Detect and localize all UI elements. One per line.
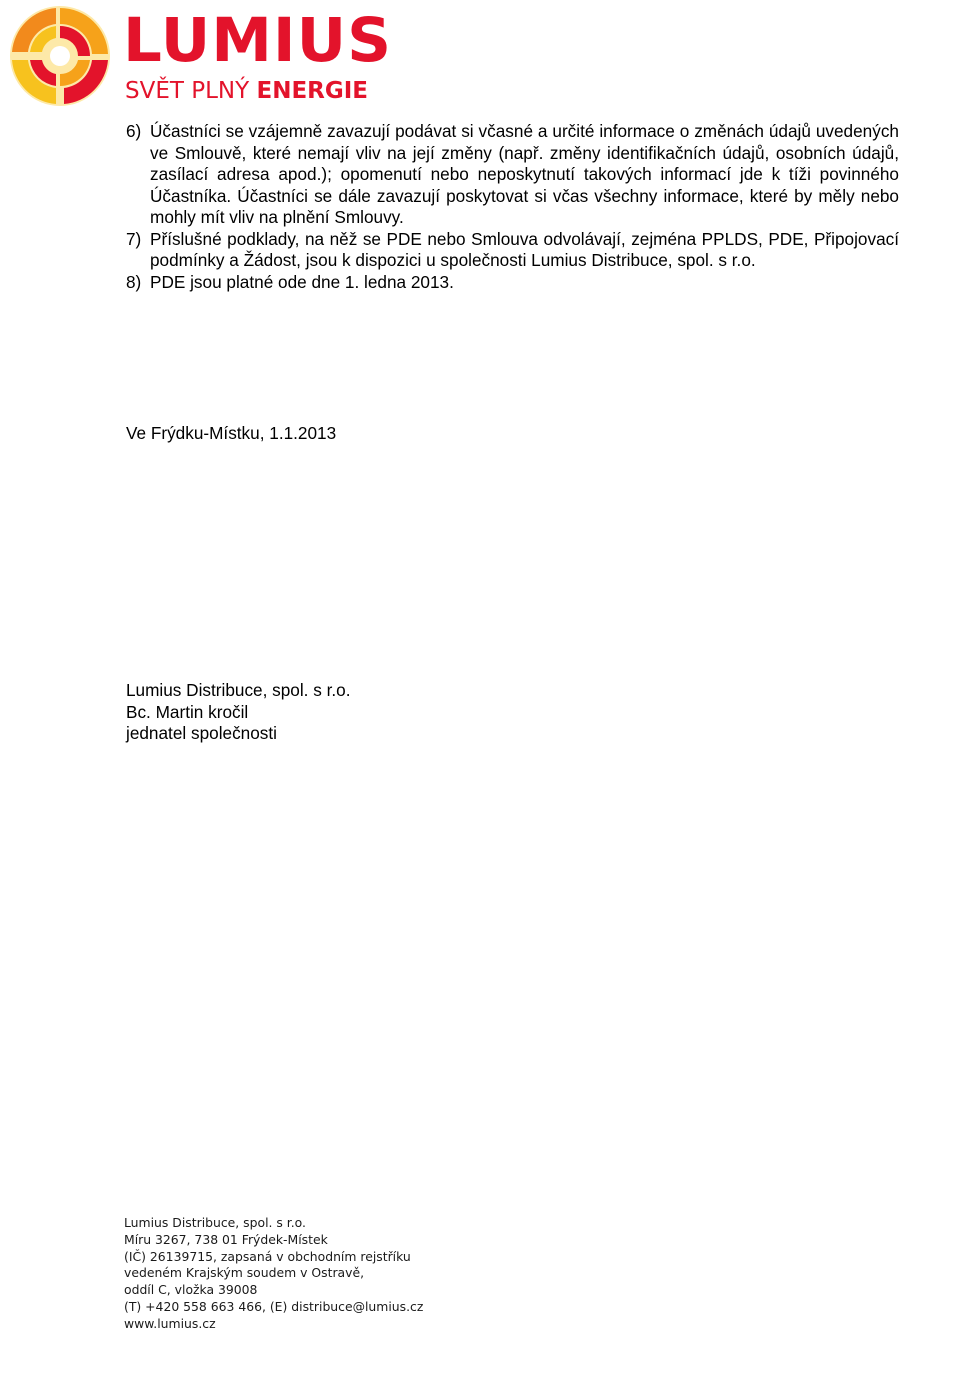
list-item-number: 8) — [126, 271, 142, 292]
list-item-text: PDE jsou platné ode dne 1. ledna 2013. — [150, 271, 454, 292]
signature-block — [126, 680, 350, 745]
footer-address: Míru 3267, 738 01 Frýdek-Místek — [124, 1231, 328, 1247]
list-item — [126, 229, 899, 272]
place-and-date: Ve Frýdku-Místku, 1.1.2013 — [126, 423, 337, 443]
footer-website: www.lumius.cz — [124, 1315, 216, 1331]
logo-tagline — [125, 80, 368, 103]
sun-swirl-icon — [6, 4, 114, 108]
list-item — [126, 121, 899, 229]
footer-company-name: Lumius Distribuce, spol. s r.o. — [124, 1215, 306, 1230]
list-item-text: Účastníci se vzájemně zavazují podávat si včasné a určité informace o změnách údajů uvedených ve Smlouvě, které nemají vliv na její změny (např. změny identifikačních údajů, osobních údajů, zasílací adresa apod.); opomenutí nebo neposkytnutí takových informací jde k tíži povinného Účastníka. Účastníci se dále zavazují poskytovat si včas všechny informace, které by měly nebo mohly mít vliv na plnění Smlouvy. — [150, 121, 899, 227]
list-item-text: Příslušné podklady, na něž se PDE nebo Smlouva odvolávají, zejména PPLDS, PDE, Připojovací podmínky a Žádost, jsou k dispozici u společnosti Lumius Distribuce, spol. s r.o. — [150, 228, 899, 270]
signature-company: Lumius Distribuce, spol. s r.o. — [126, 680, 351, 700]
footer-court: vedeném Krajským soudem v Ostravě, — [124, 1265, 365, 1281]
signature-name: Bc. Martin kročil — [126, 701, 249, 722]
footer-section: oddíl C, vložka 39008 — [124, 1282, 258, 1298]
company-logo — [6, 4, 393, 108]
logo-tagline-light: SVĚT PLNÝ — [125, 78, 257, 104]
logo-tagline-bold: ENERGIE — [256, 78, 369, 104]
list-item-number: 7) — [126, 228, 142, 249]
footer-contact: (T) +420 558 663 466, (E) distribuce@lumius.cz — [124, 1298, 424, 1314]
signature-role: jednatel společnosti — [126, 723, 277, 743]
list-item-number: 6) — [126, 121, 142, 141]
logo-wordmark: LUMIUS — [123, 5, 393, 76]
list-item — [126, 272, 899, 294]
company-footer — [124, 1215, 423, 1333]
document-body — [126, 121, 899, 293]
footer-registration: (IČ) 26139715, zapsaná v obchodním rejstříku — [124, 1248, 411, 1264]
